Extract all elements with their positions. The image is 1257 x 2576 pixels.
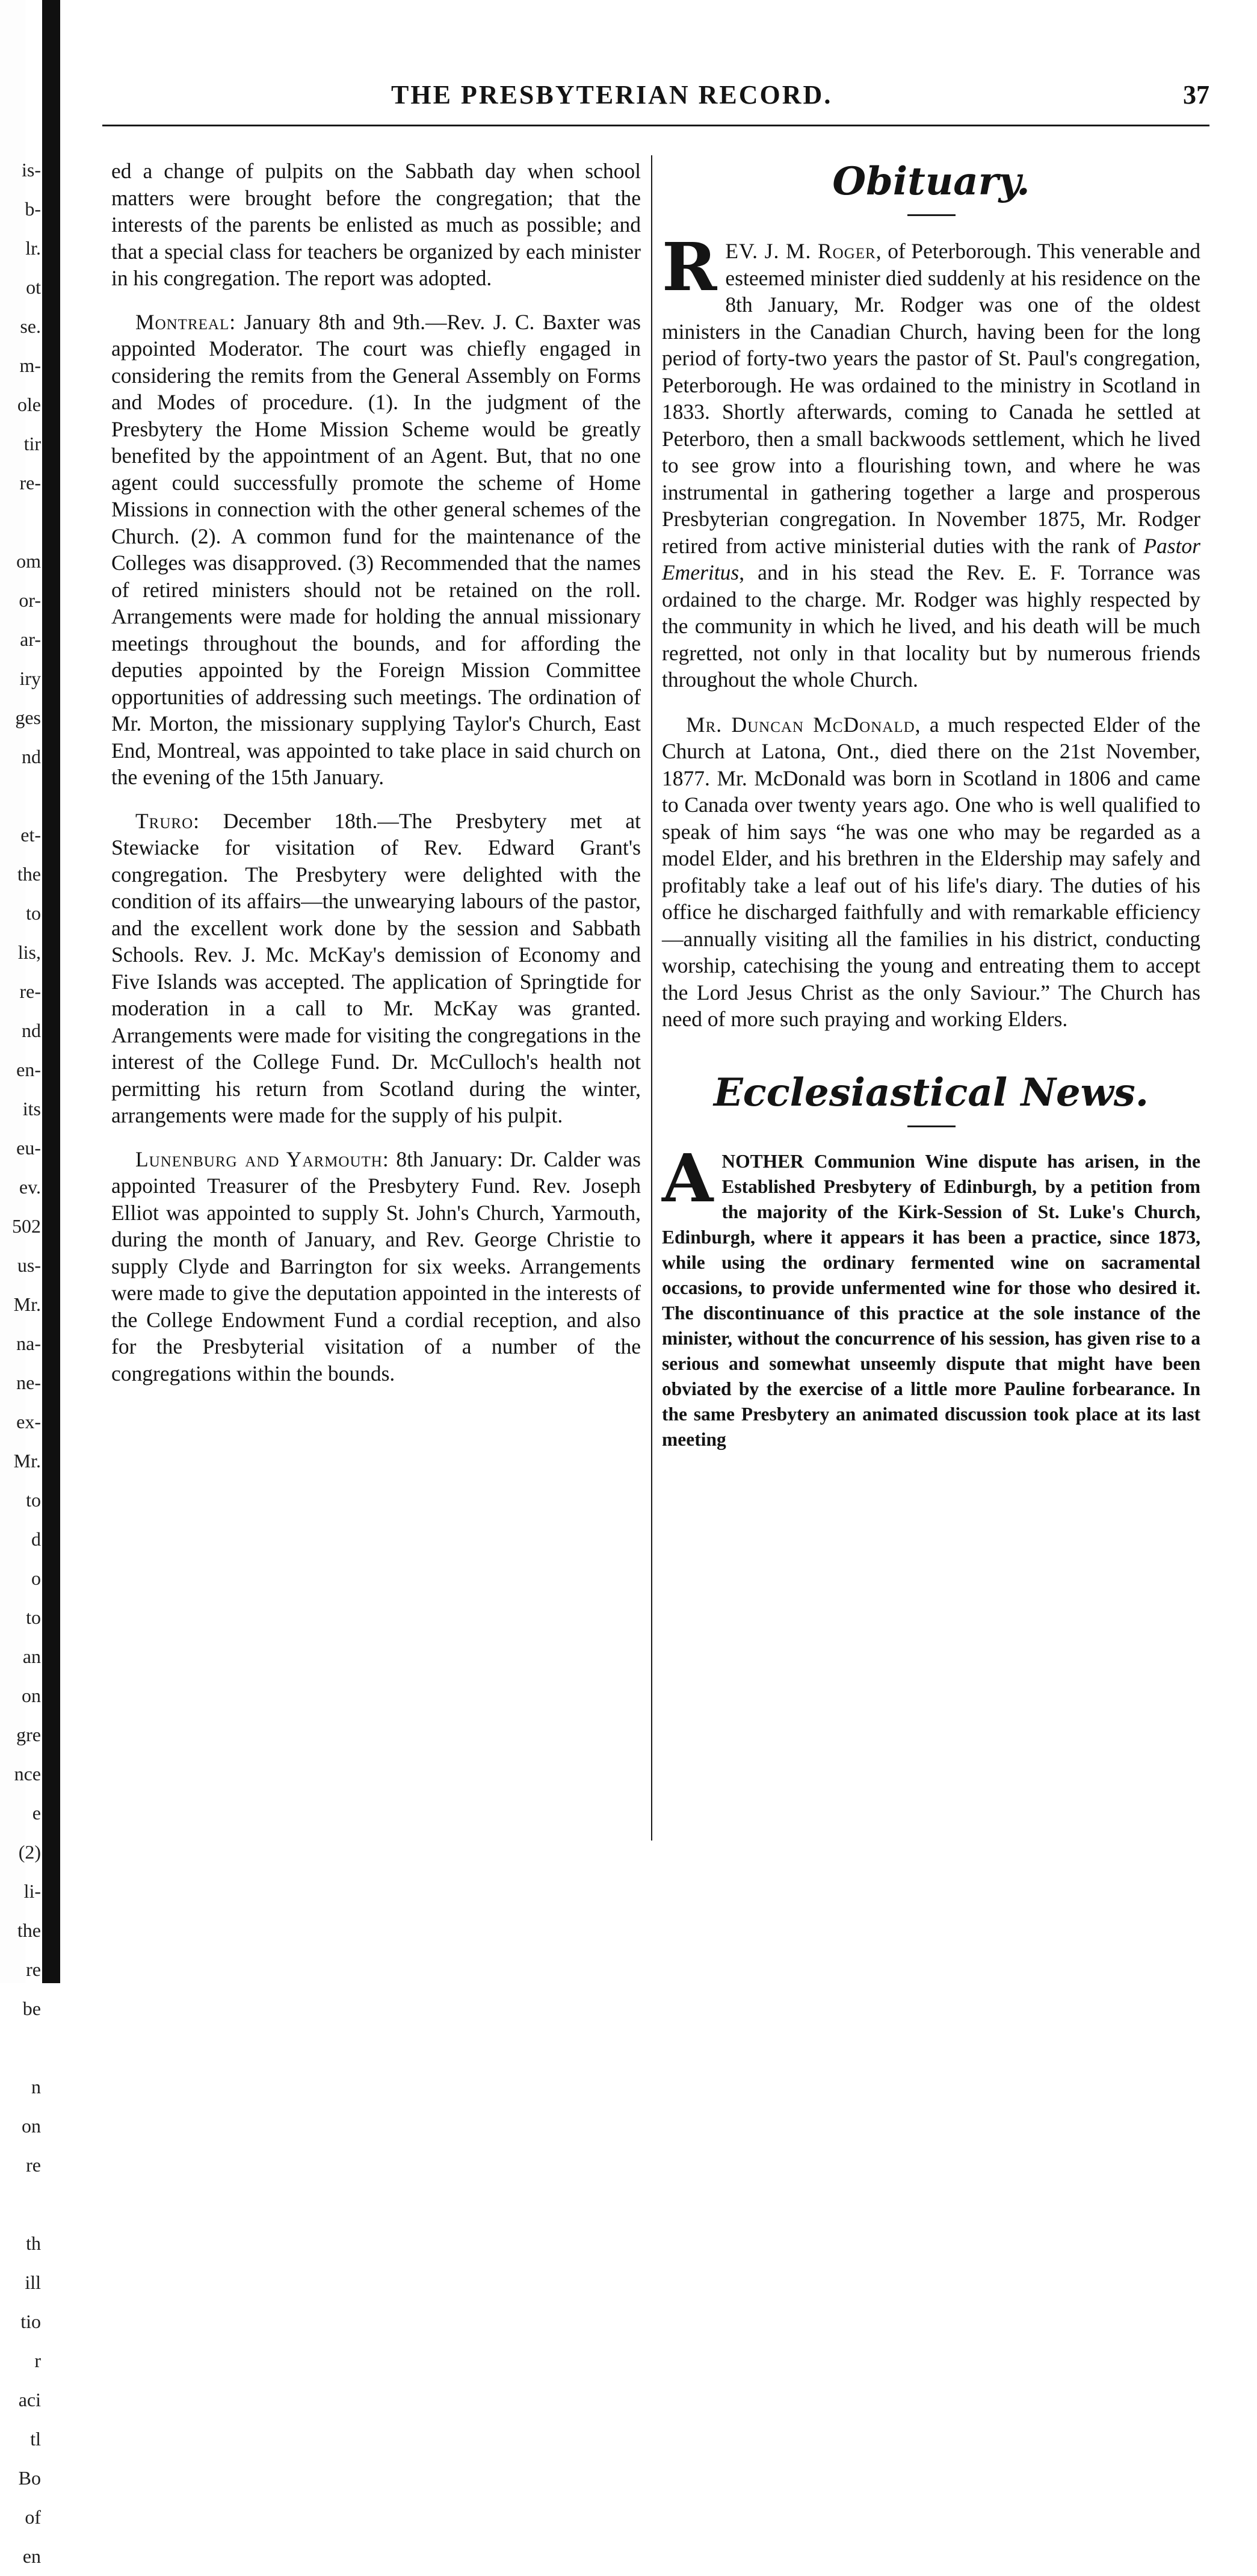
margin-fragment: ole xyxy=(17,394,41,415)
obituary-name: EV. J. M. Roger, xyxy=(725,239,882,263)
obituary-mcdonald xyxy=(662,711,1200,1033)
italic-title: Pastor Emeritus xyxy=(662,533,1200,584)
margin-fragment: 502 xyxy=(12,1215,41,1237)
margin-fragment: or- xyxy=(19,589,41,611)
news-communion-wine xyxy=(662,1139,1200,1452)
margin-fragment: en- xyxy=(16,1059,41,1080)
margin-fragment: b- xyxy=(25,198,41,220)
margin-fragment: the xyxy=(17,1919,41,1941)
paragraph-text: January 8th and 9th.—Rev. J. C. Baxter was appointed Moderator. The court was chiefly engaged in considering the remits from the General Assembly on Forms and Modes of procedure. (1). In the judgment of the Presbytery the Home Mission Scheme would be greatly benefited by the appointment of an Agent. But, that no one agent could successfully promote the scheme of Home Missions in connection with the other general schemes of the Church. (2). A common fund for the maintenance of the Colleges was disapproved. (3) Recommended that the names of retired ministers should not be retained on the roll. Arrangements were made for holding the annual missionary meetings throughout the bounds, and for affording the deputies appointed by the Foreign Mission Committee opportunities of addressing such meetings. The ordination of Mr. Morton, the missionary supplying Taylor's Church, East End, Montreal, was appointed to take place in said church on the evening of the 15th January. xyxy=(111,309,641,789)
margin-fragment: m- xyxy=(19,355,41,376)
margin-fragment: nd xyxy=(22,1020,41,1041)
margin-fragment: on xyxy=(22,2115,41,2137)
margin-fragment: re xyxy=(26,1958,41,1980)
paragraph-text: ed a change of pulpits on the Sabbath day when school matters were brought before the congregation; that the interests of the parents be enlisted as much as possible; and that a special class for teachers be organized by each minister in his congregation. The report was adopted. xyxy=(111,159,641,290)
news-section xyxy=(662,1139,1200,1452)
ecclesiastical-news-heading: Ecclesiastical News. xyxy=(713,1070,1149,1115)
drop-cap: A xyxy=(662,1139,714,1217)
margin-fragment: r xyxy=(34,2350,41,2371)
margin-fragment: gre xyxy=(16,1724,41,1745)
margin-fragment: en xyxy=(22,2545,41,2567)
margin-fragment: eu- xyxy=(16,1137,41,1159)
presbytery-truro xyxy=(111,808,641,1129)
book-spine-shadow xyxy=(42,0,60,1983)
margin-fragment xyxy=(0,2028,41,2067)
paragraph-text: 8th January: Dr. Calder was appointed Treasurer of the Presbytery Fund. Rev. Joseph Elliot was appointed to supply St. John's Church, Yarmouth, during the month of January, and Rev. George Christie to supply Clyde and Barrington for six weeks. Arrangements were made to give the deputation appointed in the interests of the College Endowment Fund a cordial reception, and also for the Presbyterial visitation of a number of the congregations within the bounds. xyxy=(111,1147,641,1386)
margin-fragment: Mr. xyxy=(13,1293,41,1315)
margin-fragment: o xyxy=(31,1567,41,1589)
margin-fragment: ev. xyxy=(19,1176,41,1198)
margin-fragment xyxy=(0,2185,41,2224)
margin-fragment: re xyxy=(26,2154,41,2176)
margin-fragment: to xyxy=(26,902,41,924)
margin-fragment: tir xyxy=(23,433,41,454)
margin-fragment: se. xyxy=(20,315,41,337)
left-column xyxy=(111,158,641,1387)
running-header xyxy=(102,77,1209,113)
header-rule xyxy=(102,125,1209,126)
presbytery-paragraph-continued xyxy=(111,158,641,292)
margin-fragment: aci xyxy=(18,2389,41,2410)
margin-fragment xyxy=(0,776,41,816)
margin-fragment: th xyxy=(26,2232,41,2254)
margin-fragment: the xyxy=(17,863,41,885)
margin-fragment: ne- xyxy=(16,1372,41,1393)
margin-fragment: tio xyxy=(20,2311,41,2332)
paragraph-text: NOTHER Communion Wine dispute has arisen, in the Established Presbytery of Edinburgh, by a petition from the majority of the Kirk-Session of St. Luke's Church, Edinburgh, where it appears it has been a practice, since 1873, while using the ordinary fermented wine on sacramental occasions, to provide unfermented wine for those who desired it. The discontinuance of this practice at the sole instance of the minister, without the concurrence of his session, has given rise to a serious and somewhat unseemly dispute that might have been obviated by the exercise of a little more Pauline forbearance. In the same Presbytery an animated discussion took place at its last meeting xyxy=(662,1150,1200,1450)
margin-fragment: lis, xyxy=(17,941,41,963)
margin-fragment: Mr. xyxy=(13,1450,41,1472)
margin-fragment: nd xyxy=(22,746,41,767)
presbytery-lunenburg-yarmouth xyxy=(111,1146,641,1387)
drop-cap: R xyxy=(662,228,717,306)
margin-fragment: to xyxy=(26,1606,41,1628)
margin-fragment xyxy=(0,503,41,542)
margin-fragment: re- xyxy=(19,980,41,1002)
presbytery-name: Truro: xyxy=(135,808,200,833)
margin-fragment: iry xyxy=(19,667,41,689)
margin-fragment: to xyxy=(26,1489,41,1511)
adjacent-page-fragments xyxy=(0,150,41,2576)
running-title: THE PRESBYTERIAN RECORD. xyxy=(391,80,833,110)
margin-fragment: e xyxy=(32,1802,41,1824)
margin-fragment: re- xyxy=(19,472,41,494)
margin-fragment: be xyxy=(22,1998,41,2019)
paragraph-text: , and in his stead the Rev. E. F. Torrance was ordained to the charge. Mr. Rodger was highly respected by the community in which he lived, and his death will be much regretted, not only in that locality but by numerous friends throughout the whole Church. xyxy=(662,560,1200,692)
margin-fragment: et- xyxy=(20,824,41,846)
presbytery-name: Montreal: xyxy=(135,309,236,334)
margin-fragment: lr. xyxy=(25,237,41,259)
margin-fragment: ot xyxy=(26,276,41,298)
paragraph-text: of Peterborough. This venerable and esteemed minister died suddenly at his residence on the 8th January, Mr. Rodger was one of the oldest ministers in the Canadian Church, having been for the long period of forty-two years the pastor of St. Paul's congregation, Peterborough. He was ordained to the ministry in Scotland in 1833. Shortly afterwards, coming to Canada he settled at Peterboro, then a small backwoods settlement, which he lived to see grow into a flourishing town, and where he was instrumental in gathering together a large and prosperous Presbyterian congregation. In November 1875, Mr. Rodger retired from active ministerial duties with the rank of xyxy=(662,239,1201,558)
margin-fragment: nce xyxy=(14,1763,41,1785)
margin-fragment: us- xyxy=(17,1254,41,1276)
margin-fragment: Bo xyxy=(18,2467,41,2489)
margin-fragment: of xyxy=(25,2506,41,2528)
margin-fragment: d xyxy=(31,1528,41,1550)
obituary-roger xyxy=(662,228,1201,693)
page-number: 37 xyxy=(1183,80,1209,110)
obituary-name: Mr. Duncan McDonald, xyxy=(686,712,921,737)
margin-fragment: its xyxy=(22,1098,41,1119)
right-column xyxy=(662,158,1200,1452)
margin-fragment: ar- xyxy=(20,628,41,650)
margin-fragment: li- xyxy=(23,1880,41,1902)
margin-fragment: ges xyxy=(15,707,41,728)
presbytery-name: Lunenburg and Yarmouth: xyxy=(135,1147,389,1171)
heading-rule xyxy=(907,1125,956,1127)
margin-fragment: on xyxy=(22,1685,41,1706)
paragraph-text: December 18th.—The Presbytery met at Stewiacke for visitation of Rev. Edward Grant's congregation. The Presbytery were delighted with the condition of its affairs—the unwearying labours of the pastor, and the excellent work done by the session and Sabbath Schools. Rev. J. Mc. McKay's demission of Economy and Five Islands was accepted. The application of Springtide for moderation in a call to Mr. McKay was granted. Arrangements were made for visiting the congregations in the interest of the College Fund. Dr. McCulloch's health not permitting his return from Scotland during the winter, arrangements were made for the supply of his pulpit. xyxy=(111,808,641,1127)
margin-fragment: n xyxy=(31,2076,41,2098)
heading-rule xyxy=(907,214,956,216)
column-divider xyxy=(651,155,652,1841)
margin-fragment: tl xyxy=(30,2428,41,2450)
margin-fragment: is- xyxy=(22,159,41,181)
presbytery-montreal xyxy=(111,309,641,791)
margin-fragment: (2) xyxy=(18,1841,41,1863)
margin-fragment: an xyxy=(22,1646,41,1667)
margin-fragment: ill xyxy=(25,2271,41,2293)
margin-fragment: ex- xyxy=(16,1411,41,1432)
margin-fragment: na- xyxy=(16,1333,41,1354)
margin-fragment: om xyxy=(16,550,41,572)
paragraph-text: a much respected Elder of the Church at Latona, Ont., died there on the 21st November, 1877. Mr. McDonald was born in Scotland in 1806 and came to Canada over twenty years ago. One who is well qualified to speak of him says “he was one who may be regarded as a model Elder, and his brethren in the Eldership may safely and profitably take a leaf out of his life's diary. The duties of his office he discharged faithfully and with remarkable efficiency—annually visiting all the families in his district, conducting worship, catechising the young and entreating them to accept the Lord Jesus Christ as the only Saviour.” The Church has need of more such praying and working Elders. xyxy=(662,712,1200,1031)
obituary-heading: Obituary. xyxy=(832,159,1030,204)
